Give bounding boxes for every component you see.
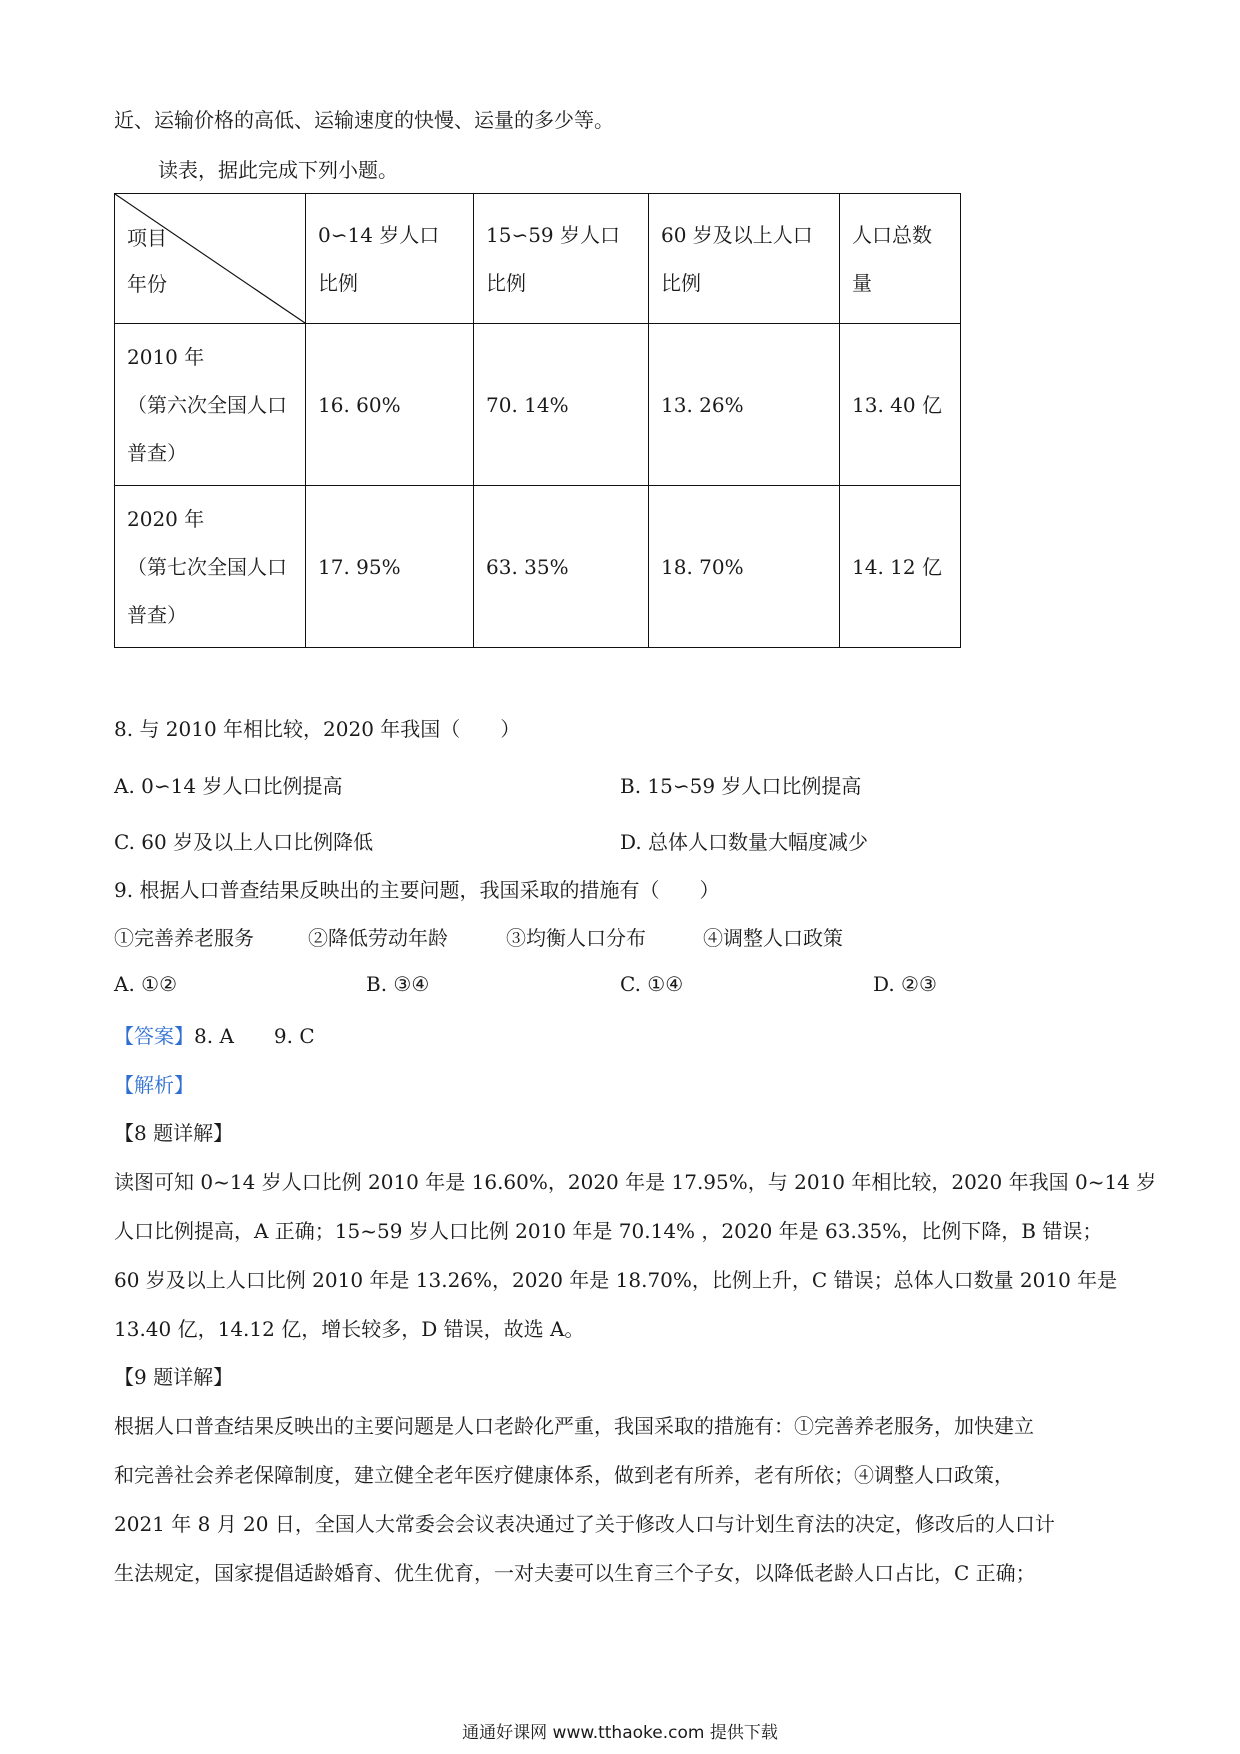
- header-item-label: 项目: [127, 226, 167, 250]
- value-cell: 16. 60%: [306, 324, 474, 486]
- value-cell: 63. 35%: [474, 486, 649, 648]
- header-cell: [649, 194, 840, 324]
- year-cell: [115, 486, 306, 648]
- detail-9-label: 【9 题详解】: [114, 1365, 234, 1389]
- question-9-option-c: C. ①④: [620, 972, 684, 996]
- value-cell: 70. 14%: [474, 324, 649, 486]
- question-8-option-d: D. 总体人口数量大幅度减少: [620, 830, 869, 854]
- detail-8-line: 60 岁及以上人口比例 2010 年是 13.26%，2020 年是 18.70%，比例上升，C 错误；总体人口数量 2010 年是: [114, 1268, 1118, 1292]
- answer-label: 【答案】: [114, 1024, 194, 1048]
- read-table-instruction: 读表，据此完成下列小题。: [158, 158, 398, 182]
- header-cell: [306, 194, 474, 324]
- header-cell: [840, 194, 961, 324]
- table-header-row: [115, 194, 961, 324]
- question-8-option-b: B. 15∽59 岁人口比例提高: [620, 774, 862, 798]
- value-cell: 13. 40 亿: [840, 324, 961, 486]
- year-text: 2010 年: [127, 344, 205, 369]
- footer-text: 通通好课网 www.tthaoke.com 提供下载: [462, 1723, 778, 1743]
- value-cell: 13. 26%: [649, 324, 840, 486]
- year-text: 普查）: [127, 440, 187, 465]
- answer-text: 8. A 9. C: [194, 1024, 315, 1048]
- header-text: 比例: [486, 270, 526, 295]
- value-cell: 14. 12 亿: [840, 486, 961, 648]
- question-9-item: ①完善养老服务: [114, 926, 254, 950]
- intro-line: 近、运输价格的高低、运输速度的快慢、运量的多少等。: [114, 108, 614, 132]
- header-text: 比例: [661, 270, 701, 295]
- header-text: 15∽59 岁人口: [486, 222, 621, 247]
- detail-8-line: 人口比例提高，A 正确；15~59 岁人口比例 2010 年是 70.14% ，2020 年是 63.35%，比例下降，B 错误；: [114, 1219, 1103, 1243]
- question-8-stem: 8. 与 2010 年相比较，2020 年我国（ ）: [114, 717, 521, 741]
- question-9-item: ③均衡人口分布: [506, 926, 646, 950]
- detail-8-line: 读图可知 0~14 岁人口比例 2010 年是 16.60%，2020 年是 17.95%，与 2010 年相比较，2020 年我国 0~14 岁: [114, 1170, 1157, 1194]
- question-8-option-c: C. 60 岁及以上人口比例降低: [114, 830, 374, 854]
- question-9-item: ②降低劳动年龄: [308, 926, 448, 950]
- header-cell: [474, 194, 649, 324]
- year-cell: [115, 324, 306, 486]
- year-text: 普查）: [127, 602, 187, 627]
- year-text: （第六次全国人口: [127, 392, 287, 417]
- detail-9-line: 和完善社会养老保障制度，建立健全老年医疗健康体系，做到老有所养，老有所依；④调整人口政策，: [114, 1463, 1014, 1487]
- table-row: [115, 486, 961, 648]
- year-text: 2020 年: [127, 506, 205, 531]
- header-text: 0∽14 岁人口: [318, 222, 440, 247]
- diagonal-header-cell: [115, 194, 306, 324]
- question-8-option-a: A. 0∽14 岁人口比例提高: [114, 774, 343, 798]
- census-table: [114, 193, 961, 648]
- value-cell: 17. 95%: [306, 486, 474, 648]
- question-9-stem: 9. 根据人口普查结果反映出的主要问题，我国采取的措施有（ ）: [114, 878, 720, 902]
- detail-9-line: 生法规定，国家提倡适龄婚育、优生优育，一对夫妻可以生育三个子女，以降低老龄人口占比，C 正确；: [114, 1561, 1036, 1585]
- detail-9-line: 根据人口普查结果反映出的主要问题是人口老龄化严重，我国采取的措施有：①完善养老服务，加快建立: [114, 1414, 1034, 1438]
- question-9-option-d: D. ②③: [873, 972, 937, 996]
- answer-line: [114, 1020, 315, 1049]
- question-9-option-a: A. ①②: [114, 972, 178, 996]
- header-year-label: 年份: [127, 272, 167, 296]
- analysis-label: 【解析】: [114, 1073, 194, 1097]
- header-text: 人口总数: [852, 222, 932, 247]
- question-9-option-b: B. ③④: [366, 972, 430, 996]
- header-text: 比例: [318, 270, 358, 295]
- header-text: 60 岁及以上人口: [661, 222, 813, 247]
- detail-9-line: 2021 年 8 月 20 日，全国人大常委会会议表决通过了关于修改人口与计划生育法的决定，修改后的人口计: [114, 1512, 1055, 1536]
- question-9-item: ④调整人口政策: [703, 926, 843, 950]
- table-row: [115, 324, 961, 486]
- value-cell: 18. 70%: [649, 486, 840, 648]
- detail-8-line: 13.40 亿，14.12 亿，增长较多，D 错误，故选 A。: [114, 1317, 585, 1341]
- header-text: 量: [852, 270, 872, 295]
- detail-8-label: 【8 题详解】: [114, 1121, 234, 1145]
- year-text: （第七次全国人口: [127, 554, 287, 579]
